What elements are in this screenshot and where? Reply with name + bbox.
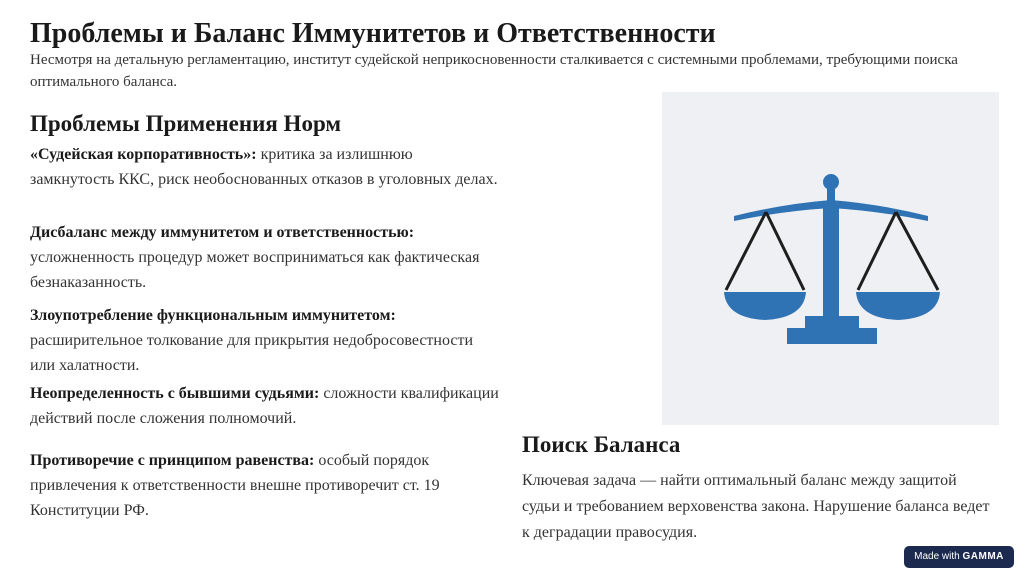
problem-text: особый порядок привлечения к ответственности внешне противоречит ст. 19 Конституции РФ. (30, 452, 440, 519)
scales-of-justice-icon (662, 92, 999, 425)
problem-term: «Судейская корпоративность»: (30, 146, 257, 163)
balance-text: Ключевая задача — найти оптимальный баланс между защитой судьи и требованием верховенства закона. Нарушение баланса ведет к деградации правосудия. (522, 472, 990, 541)
scales-illustration (662, 92, 999, 425)
badge-prefix: Made with (914, 551, 960, 562)
problem-item-imbalance (30, 220, 500, 295)
problem-text: сложности квалификации действий после сложения полномочий. (30, 385, 499, 427)
badge-brand: GAMMA (962, 551, 1004, 562)
problem-item-corporatism (30, 142, 500, 192)
problem-term: Противоречие с принципом равенства: (30, 452, 315, 469)
problem-term: Неопределенность с бывшими судьями: (30, 385, 320, 402)
balance-heading: Поиск Баланса (522, 432, 681, 457)
problem-item-abuse (30, 303, 500, 378)
problem-text: расширительное толкование для прикрытия недобросовестности или халатности. (30, 332, 474, 374)
problem-item-former-judges (30, 381, 500, 431)
problem-item-equality (30, 448, 500, 523)
problem-text: усложненность процедур может восприниматься как фактическая безнаказанность. (30, 249, 480, 291)
made-with-gamma-badge[interactable] (904, 546, 1014, 568)
problem-term: Дисбаланс между иммунитетом и ответственностью: (30, 224, 415, 241)
intro-paragraph: Несмотря на детальную регламентацию, институт судейской неприкосновенности сталкивается с системными проблемами, требующими поиска оптимального баланса. (30, 52, 958, 90)
problem-text: критика за излишнюю замкнутость ККС, риск необоснованных отказов в уголовных делах. (30, 146, 498, 188)
page-title: Проблемы и Баланс Иммунитетов и Ответственности (30, 18, 716, 49)
problems-heading: Проблемы Применения Норм (30, 111, 342, 136)
problem-term: Злоупотребление функциональным иммунитетом: (30, 307, 396, 324)
